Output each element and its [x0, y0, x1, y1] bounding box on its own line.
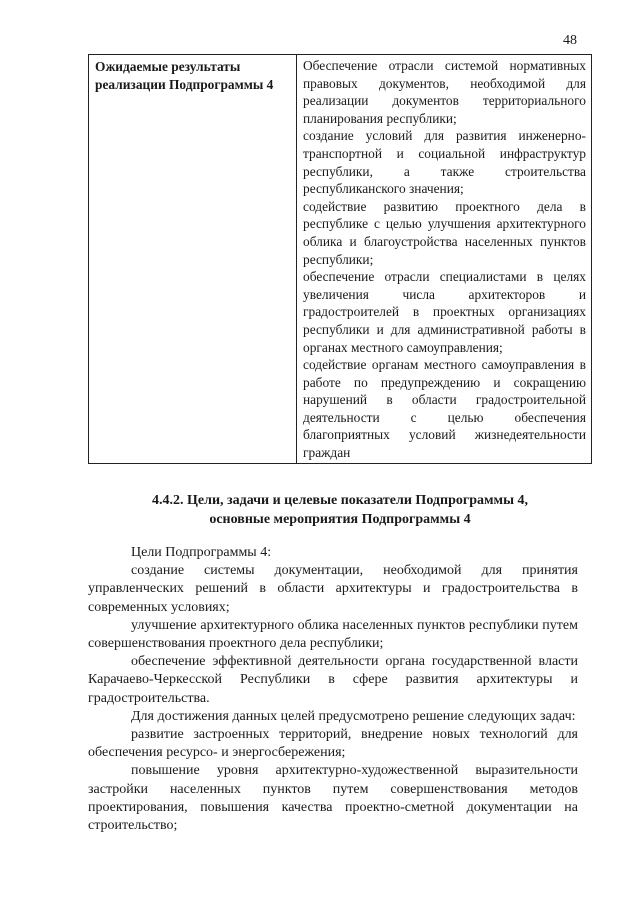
table-content-cell [297, 55, 592, 464]
paragraph: Для достижения данных целей предусмотрено решение следующих задач: [131, 708, 576, 724]
section-heading-line1: 4.4.2. Цели, задачи и целевые показатели Подпрограммы 4, [151, 493, 529, 508]
paragraph: создание системы документации, необходимой для принятия управленческих решений в области архитектуры и градостроительства в современных условиях; [88, 563, 578, 615]
result-item: создание условий для развития инженерно-транспортной и социальной инфраструктур республики, а также строительства республиканского значения; [303, 128, 586, 197]
result-item: содействие развитию проектного дела в республике с целью улучшения архитектурного облика и благоустройства населенных пунктов республики; [303, 198, 586, 267]
page-number: 48 [563, 33, 577, 48]
section-heading-line2: основные мероприятия Подпрограммы 4 [209, 512, 471, 527]
paragraph: повышение уровня архитектурно-художественной выразительности застройки населенных пунктов путем совершенствования методов проектирования, повышения качества проектно-сметной документации на строительство; [88, 763, 578, 834]
paragraph: улучшение архитектурного облика населенных пунктов республики путем совершенствования проектного дела республики; [88, 617, 578, 652]
results-table [88, 54, 592, 464]
result-item: Обеспечение отрасли системой нормативных правовых документов, необходимой для реализации документов территориального планирования республики; [303, 58, 586, 126]
section-body [88, 544, 578, 835]
section-heading [88, 491, 592, 529]
paragraph: развитие застроенных территорий, внедрение новых технологий для обеспечения ресурсо- и энергосбережения; [88, 727, 578, 761]
table-label-cell: Ожидаемые результаты реализации Подпрограммы 4 [89, 55, 297, 464]
result-item: обеспечение отрасли специалистами в целях увеличения числа архитекторов и градостроителей в проектных организациях республики и для административной работы в органах местного самоуправления; [303, 269, 586, 355]
table-row [89, 55, 592, 464]
paragraph: обеспечение эффективной деятельности органа государственной власти Карачаево-Черкесской Республики в сфере развития архитектуры и градостроительства. [88, 654, 578, 706]
result-item: содействие органам местного самоуправления в работе по предупреждению и сокращению нарушений в области градостроительной деятельности с целью обеспечения благоприятных условий жизнедеятельности граждан [303, 357, 586, 461]
paragraph: Цели Подпрограммы 4: [131, 545, 272, 560]
